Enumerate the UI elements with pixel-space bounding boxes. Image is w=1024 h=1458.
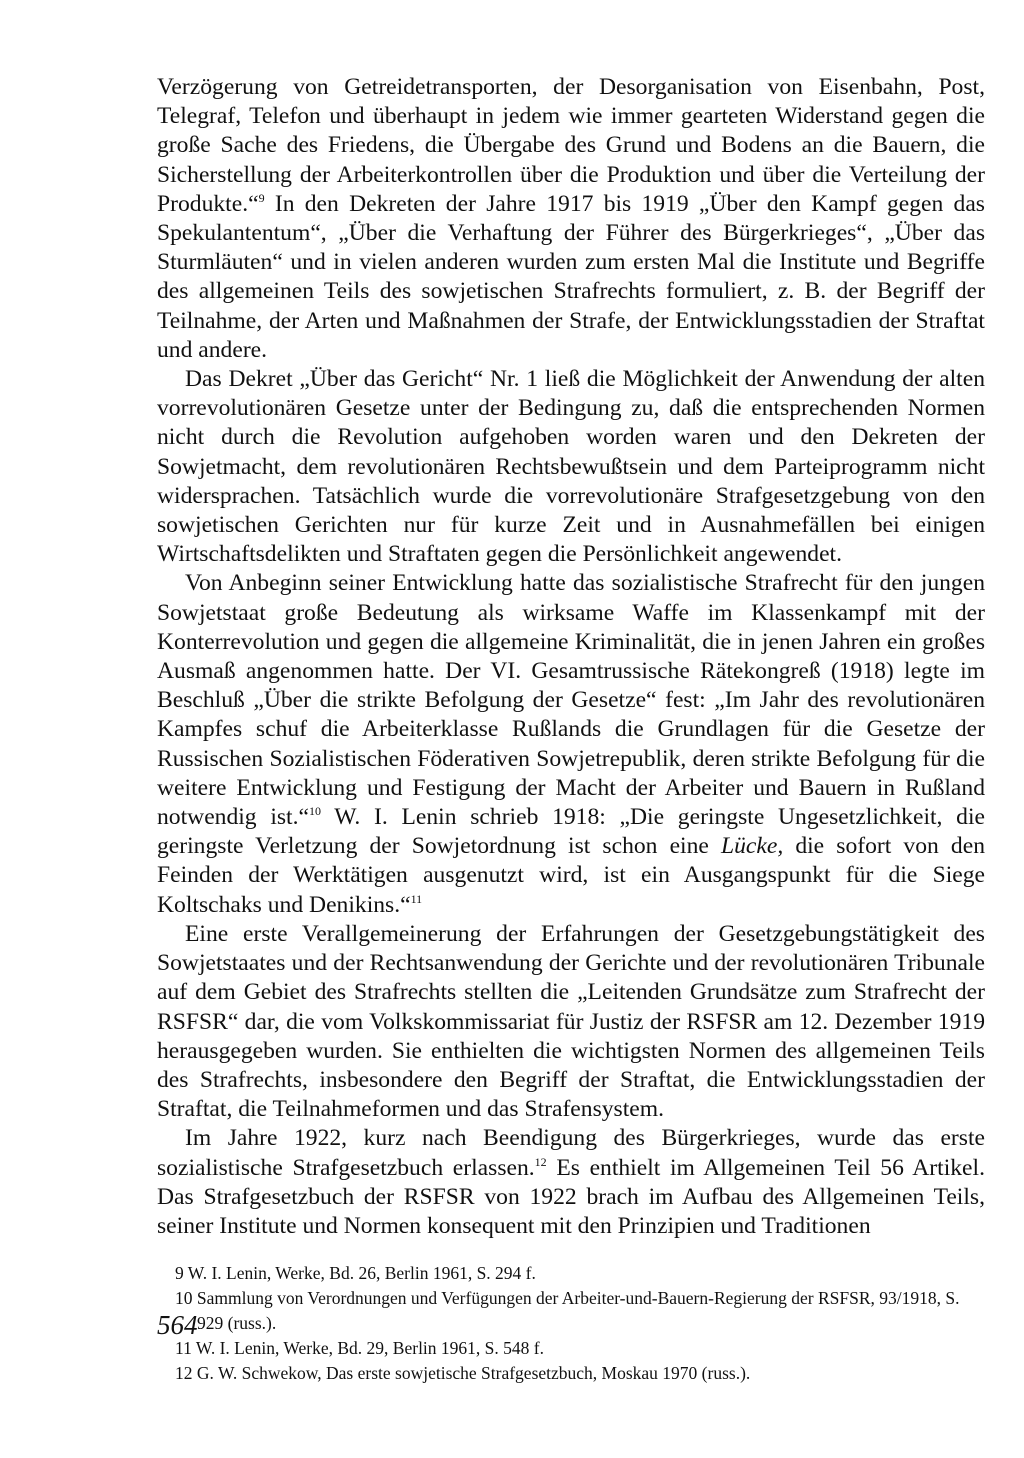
text-segment: W. I. Lenin schrieb 1918: „Die geringste Ungesetzlichkeit, die geringste Verletzung der Sowjetordnung ist schon eine — [157, 804, 985, 860]
footnotes — [157, 1261, 985, 1386]
text-segment: die sofort von den Feinden der Werktätigen ausgenutzt wird, ist ein Ausgangspunkt für die Siege Koltschaks und Denikins.“ — [157, 833, 985, 918]
paragraph — [157, 920, 985, 1124]
paragraph — [157, 569, 985, 919]
footnote-ref: 10 — [309, 804, 321, 819]
text-segment: Im Jahre 1922, kurz nach Beendigung des Bürgerkrieges, wurde das erste sozialistische Strafgesetzbuch erlassen. — [157, 1125, 985, 1181]
footnote: 9 W. I. Lenin, Werke, Bd. 26, Berlin 1961, S. 294 f. — [175, 1263, 536, 1284]
footnote: 11 W. I. Lenin, Werke, Bd. 29, Berlin 1961, S. 548 f. — [175, 1338, 544, 1359]
footnote-ref: 12 — [534, 1154, 547, 1169]
text-segment: Es enthielt im Allgemeinen Teil 56 Artikel. Das Strafgesetzbuch der RSFSR von 1922 brach im Aufbau des Allgemeinen Teils, seiner Institute und Normen konsequent mit den Prinzipien und Traditionen — [157, 1154, 985, 1239]
footnote: 12 G. W. Schwekow, Das erste sowjetische Strafgesetzbuch, Moskau 1970 (russ.). — [175, 1363, 751, 1384]
paragraph — [157, 1124, 985, 1241]
emphasis-text: Lücke, — [720, 833, 784, 860]
footnote-ref: 11 — [410, 891, 423, 906]
text-segment: Von Anbeginn seiner Entwicklung hatte das sozialistische Strafrecht für den jungen Sowjetstaat große Bedeutung als wirksame Waffe im Klassenkampf mit der Konterrevolution und gegen die allgemeine Kriminalität, die in jenen Jahren ein großes Ausmaß angenommen hatte. Der VI. Gesamtrussische Rätekongreß (1918) legte im Beschluß „Über die strikte Befolgung der Gesetze“ fest: „Im Jahr des revolutionären Kampfes schuf die Arbeiterklasse Rußlands die Grundlagen für die Gesetze der Russischen Sozialistischen Föderativen Sowjetrepublik, deren strikte Befolgung für die weitere Entwicklung und Festigung der Macht der Arbeiter und Bauern in Rußland notwendig ist.“ — [157, 570, 985, 831]
paragraph — [157, 365, 985, 569]
text-segment: Das Dekret „Über das Gericht“ Nr. 1 ließ die Möglichkeit der Anwendung der alten vorrevolutionären Gesetze unter der Bedingung zu, daß die entsprechenden Normen nicht durch die Revolution aufgehoben worden waren und den Dekreten der Sowjetmacht, dem revolutionären Rechtsbewußtsein und dem Parteiprogramm nicht widersprachen. Tatsächlich wurde die vorrevolutionäre Strafgesetzgebung von den sowjetischen Gerichten nur für kurze Zeit und in Ausnahmefällen bei einigen Wirtschaftsdelikten und Straftaten gegen die Persönlichkeit angewendet. — [157, 366, 985, 568]
text-segment: Verzögerung von Getreidetransporten, der Desorganisation von Eisenbahn, Post, Telegraf, Telefon und überhaupt in jedem wie immer gearteten Widerstand gegen die große Sache des Friedens, die Übergabe des Grund und Bodens an die Bauern, die Sicherstellung der Arbeiterkontrollen über die Produktion und über die Verteilung der Produkte.“ — [157, 74, 985, 217]
paragraph — [157, 73, 985, 365]
text-segment: Eine erste Verallgemeinerung der Erfahrungen der Gesetzgebungstätigkeit des Sowjetstaates und der Rechtsanwendung der Gerichte und der revolutionären Tribunale auf dem Gebiet des Strafrechts stellten die „Leitenden Grundsätze zum Strafrecht der RSFSR“ dar, die vom Volkskommissariat für Justiz der RSFSR am 12. Dezember 1919 herausgegeben wurden. Sie enthielten die wichtigsten Normen des allgemeinen Teils des Strafrechts, insbesondere den Begriff der Straftat, die Entwicklungsstadien der Straftat, die Teilnahmeformen und das Strafensystem. — [157, 920, 985, 1123]
footnote-ref: 9 — [258, 190, 265, 205]
body-text — [157, 73, 985, 1241]
footnote: 10 Sammlung von Verordnungen und Verfügungen der Arbeiter-und-Bauern-Regierung der RSFSR, 93/1918, S. 929 (russ.). — [175, 1288, 960, 1334]
text-segment: In den Dekreten der Jahre 1917 bis 1919 „Über den Kampf gegen das Spekulantentum“, „Über die Verhaftung der Führer des Bürgerkrieges“, „Über das Sturmläuten“ und in vielen anderen wurden zum ersten Mal die Institute und Begriffe des allgemeinen Teils des sowjetischen Strafrechts formuliert, z. B. der Begriff der Teilnahme, der Arten und Maßnahmen der Strafe, der Entwicklungsstadien der Straftat und andere. — [157, 190, 985, 363]
page-number: 564 — [157, 1310, 198, 1340]
page-content — [157, 73, 985, 1386]
